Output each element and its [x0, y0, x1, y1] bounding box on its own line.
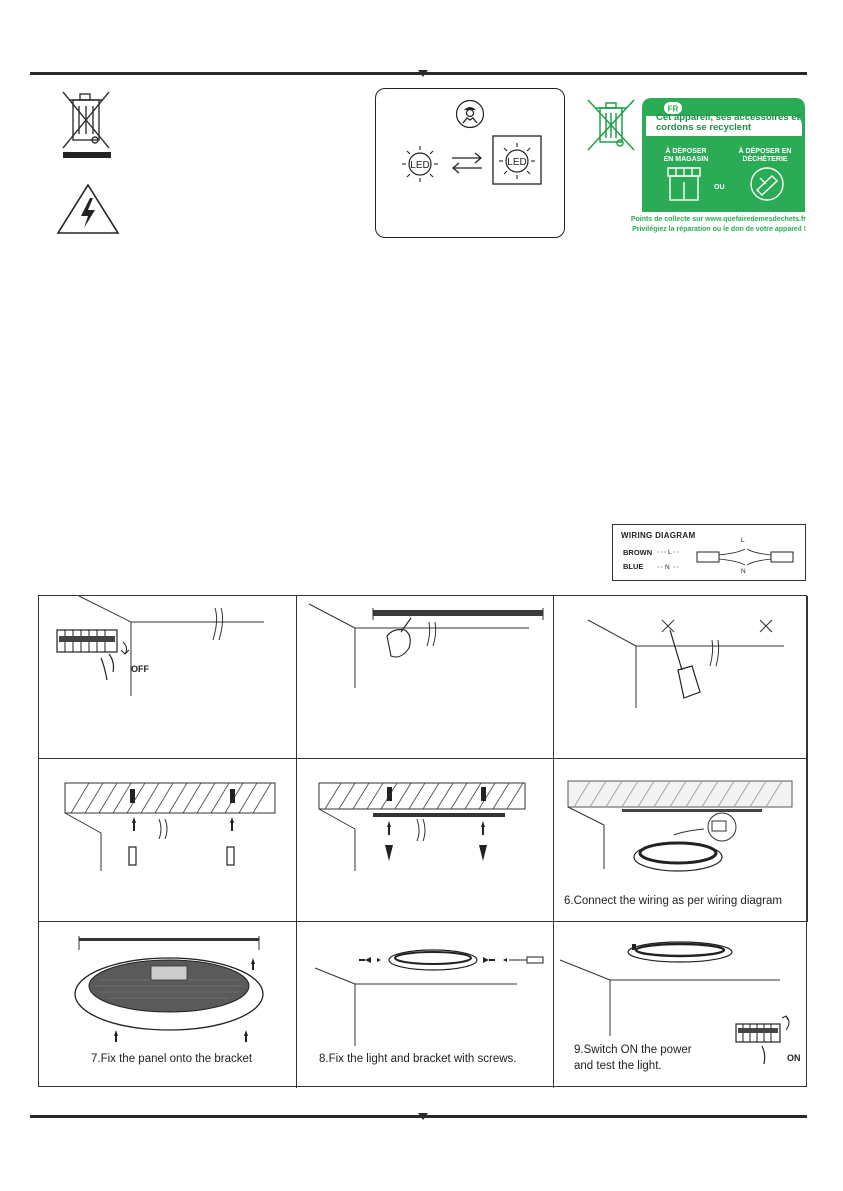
fr-badge: FR	[667, 104, 679, 114]
l-label-right: L	[741, 537, 745, 544]
led-replacement-panel	[375, 88, 565, 238]
bottom-divider	[30, 1115, 807, 1118]
drill-icon	[670, 630, 700, 698]
step-2-mark-holes	[297, 596, 554, 759]
step-9-caption-line1: 9.Switch ON the power	[574, 1044, 692, 1056]
hand-pencil-icon	[387, 618, 411, 657]
top-divider	[30, 72, 807, 75]
recycle-title: Cet appareil, ses accessoires et cordons se recyclent	[656, 112, 800, 133]
n-label-right: N	[741, 568, 746, 575]
store-label: À DÉPOSER EN MAGASIN	[663, 148, 709, 163]
off-label: OFF	[131, 664, 149, 674]
step-6-connect-wiring	[554, 759, 808, 922]
step-5-fix-bracket	[297, 759, 554, 922]
led-right-label: LED	[507, 157, 527, 168]
green-weee-bin-icon	[584, 98, 640, 154]
ceiling-light-icon	[628, 942, 732, 962]
step-6-caption: 6.Connect the wiring as per wiring diagram	[564, 895, 782, 907]
step-1-switch-off	[39, 596, 297, 759]
led-left-label: LED	[410, 160, 430, 171]
step-7-fix-panel	[39, 922, 297, 1088]
step-9-switch-on	[554, 922, 808, 1088]
l-label-left: L	[668, 549, 672, 556]
weee-bin-icon	[55, 88, 115, 160]
electric-hazard-icon	[55, 182, 121, 236]
n-label-left: N	[665, 564, 670, 571]
dump-label: À DÉPOSER EN DÉCHÈTERIE	[738, 148, 792, 163]
step-9-caption-line2: and test the light.	[574, 1060, 662, 1072]
led-bulb-left-icon	[400, 144, 440, 184]
blue-label: BLUE	[623, 562, 644, 571]
step-4-insert-plugs	[39, 759, 297, 922]
step-3-drill	[554, 596, 808, 759]
step-8-caption: 8.Fix the light and bracket with screws.	[319, 1053, 517, 1065]
circuit-breaker-icon	[57, 630, 129, 680]
wiring-title: WIRING DIAGRAM	[621, 531, 696, 540]
light-panel-icon	[634, 843, 722, 871]
led-bulb-right-icon	[492, 135, 542, 185]
on-label: ON	[787, 1053, 801, 1063]
technician-icon	[455, 99, 485, 129]
screwdriver-icon	[509, 957, 543, 963]
recycle-footer-1: Points de collecte sur www.quefairedemesdechets.fr	[630, 216, 806, 223]
circuit-breaker-on-icon	[736, 1016, 789, 1064]
step-8-fix-screws	[297, 922, 554, 1088]
swap-arrows-icon	[450, 151, 484, 175]
brown-label: BROWN	[623, 548, 653, 557]
recycling-info-tag	[630, 98, 806, 238]
wiring-diagram	[612, 524, 806, 581]
or-label: OU	[714, 184, 725, 191]
installation-steps-grid	[38, 595, 807, 1087]
recycle-footer-2: Privilégiez la réparation ou le don de votre appareil !	[632, 226, 806, 233]
step-7-caption: 7.Fix the panel onto the bracket	[91, 1053, 253, 1065]
